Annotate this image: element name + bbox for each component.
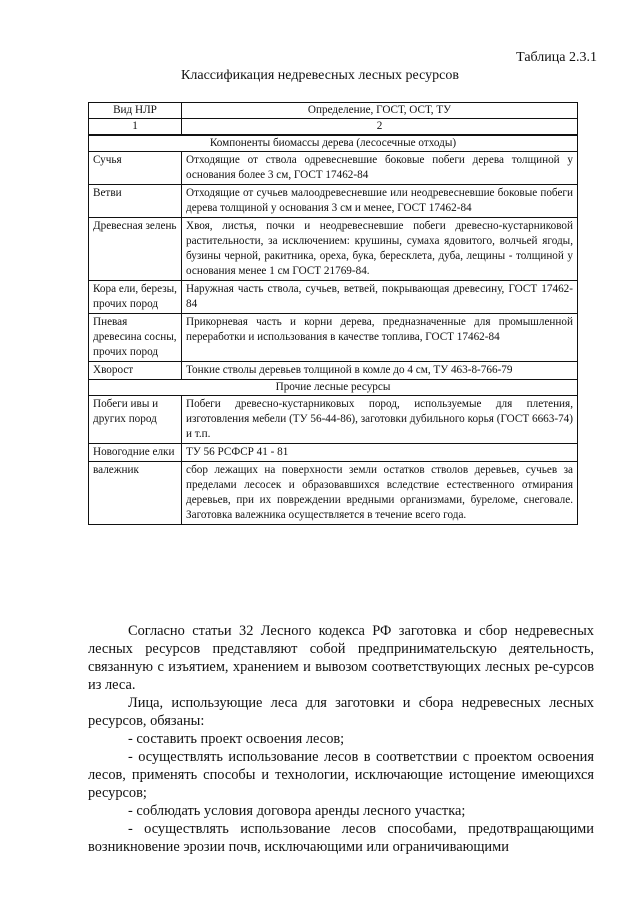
- table-row: [89, 152, 578, 185]
- resource-definition: Хвоя, листья, почки и неодревесневшие побеги древесно-кустарниковой растительности, за исключением: крушины, сумаха ядовитого, волчьей ягоды, бузины черной, ракитника, ореха, бука, бересклета, дуба, лещины - толщиной у основания менее 1 см ГОСТ 21769-84.: [182, 218, 578, 281]
- paragraph: Согласно статьи 32 Лесного кодекса РФ заготовка и сбор недревесных лесных ресурсов представляют собой предпринимательскую деятельность, связанную с изъятием, хранением и вывозом соответствующих лесных ре-сурсов из леса.: [88, 623, 594, 693]
- column-number-cell: 2: [182, 119, 578, 136]
- resource-name: валежник: [89, 462, 182, 525]
- resource-name: Пневая древесина сосны, прочих пород: [89, 314, 182, 362]
- resource-name: Древесная зелень: [89, 218, 182, 281]
- resource-definition: Наружная часть ствола, сучьев, ветвей, покрывающая древесину, ГОСТ 17462-84: [182, 281, 578, 314]
- table-row: [89, 362, 578, 380]
- obligation-item: - соблюдать условия договора аренды лесного участка;: [128, 803, 466, 819]
- table-number: Таблица 2.3.1: [516, 50, 597, 65]
- resource-definition: ТУ 56 РСФСР 41 - 81: [182, 444, 578, 462]
- table-title: Классификация недревесных лесных ресурсов: [181, 68, 459, 83]
- column-number-cell: 1: [89, 119, 182, 136]
- resource-definition: Отходящие от ствола одревесневшие боковые побеги дерева толщиной у основания более 3 см, ГОСТ 17462-84: [182, 152, 578, 185]
- body-text: [88, 622, 594, 856]
- paragraph: Лица, использующие леса для заготовки и сбора недревесных лесных ресурсов, обязаны:: [88, 695, 594, 729]
- resource-definition: Прикорневая часть и корни дерева, предназначенные для промышленной переработки и использования в качестве топлива, ГОСТ 17462-84: [182, 314, 578, 362]
- section-row: [89, 135, 578, 152]
- table-header-row: [89, 103, 578, 119]
- resource-definition: Отходящие от сучьев малоодревесневшие или неодревесневшие боковые побеги дерева толщиной у основания 3 см и менее, ГОСТ 17462-84: [182, 185, 578, 218]
- table-row: [89, 281, 578, 314]
- resource-name: Побеги ивы и других пород: [89, 396, 182, 444]
- obligation-item: - осуществлять использование лесов способами, предотвращающими возникновение эрозии почв, исключающими или ограничивающими: [88, 821, 594, 855]
- resource-definition: Тонкие стволы деревьев толщиной в комле до 4 см, ТУ 463-8-766-79: [182, 362, 578, 380]
- resource-definition: сбор лежащих на поверхности земли остатков стволов деревьев, сучьев за пределами лесосек и образовавшихся вследствие естественного отмирания деревьев, при их повреждении вредными организмами, буреломе, снеговале. Заготовка валежника осуществляется в течение всего года.: [182, 462, 578, 525]
- table-row: [89, 462, 578, 525]
- resource-name: Ветви: [89, 185, 182, 218]
- classification-table: [88, 102, 578, 525]
- resource-name: Сучья: [89, 152, 182, 185]
- resource-name: Кора ели, березы, прочих пород: [89, 281, 182, 314]
- header-cell: Определение, ГОСТ, ОСТ, ТУ: [182, 103, 578, 119]
- section-row: [89, 380, 578, 396]
- obligation-item: - составить проект освоения лесов;: [128, 731, 345, 747]
- table-row: [89, 396, 578, 444]
- header-cell: Вид НЛР: [89, 103, 182, 119]
- column-number-row: [89, 119, 578, 136]
- table-row: [89, 314, 578, 362]
- section-title: Компоненты биомассы дерева (лесосечные отходы): [89, 135, 578, 152]
- table-row: [89, 185, 578, 218]
- resource-name: Хворост: [89, 362, 182, 380]
- section-title: Прочие лесные ресурсы: [89, 380, 578, 396]
- resource-name: Новогодние елки: [89, 444, 182, 462]
- obligation-item: - осуществлять использование лесов в соответствии с проектом освоения лесов, применять способы и технологии, исключающие истощение имеющихся ресурсов;: [88, 749, 594, 801]
- table-row: [89, 444, 578, 462]
- table-row: [89, 218, 578, 281]
- resource-definition: Побеги древесно-кустарниковых пород, используемые для плетения, изготовления мебели (ТУ 56-44-86), заготовки дубильного корья (ГОСТ 6663-74) и т.п.: [182, 396, 578, 444]
